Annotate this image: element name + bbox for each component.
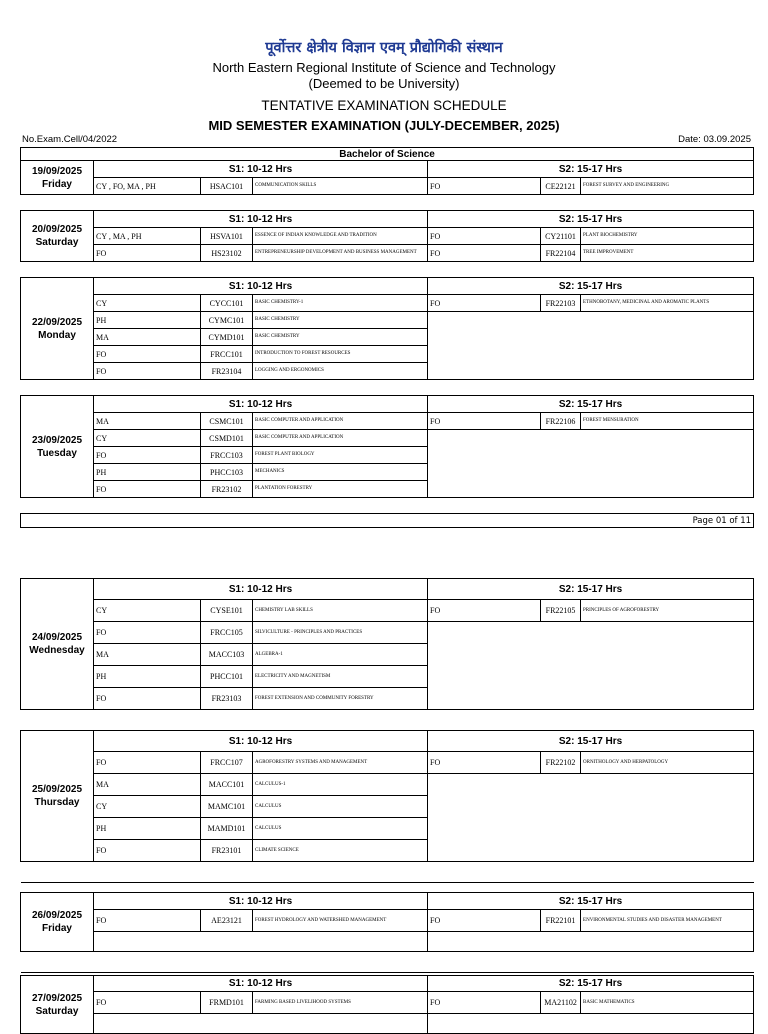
course-code-cell: FRCC103 xyxy=(201,447,253,464)
row-spacer xyxy=(21,195,754,211)
exam-weekday: Wednesday xyxy=(29,645,85,656)
course-code-cell: FR23101 xyxy=(201,840,253,862)
course-code-cell: CE22121 xyxy=(541,178,581,195)
course-code-cell: PHCC103 xyxy=(201,464,253,481)
course-code-cell: FR23104 xyxy=(201,363,253,380)
course-code-cell: FRCC105 xyxy=(201,622,253,644)
course-name-cell: CALCULUS xyxy=(253,818,428,840)
empty-cell xyxy=(428,932,754,952)
stream-cell: CY xyxy=(94,600,201,622)
course-code-cell: CSMC101 xyxy=(201,413,253,430)
course-code-cell: CYMC101 xyxy=(201,312,253,329)
reference-number: No.Exam.Cell/04/2022 xyxy=(22,134,118,145)
course-name-cell: CALCULUS xyxy=(253,796,428,818)
course-code-cell: FR22101 xyxy=(541,910,581,932)
course-name-cell: PRINCIPLES OF AGROFORESTRY xyxy=(581,600,754,622)
course-name-cell: ALGEBRA-1 xyxy=(253,644,428,666)
slot-s1-heading: S1: 10-12 Hrs xyxy=(94,976,428,992)
exam-date-cell xyxy=(21,893,94,952)
exam-weekday: Saturday xyxy=(35,1005,79,1017)
course-code-cell: FR22105 xyxy=(541,600,581,622)
stream-cell: FO xyxy=(428,228,541,245)
course-name-cell: CHEMISTRY LAB SKILLS xyxy=(253,600,428,622)
stream-cell: FO xyxy=(94,622,201,644)
course-code-cell: HSVA101 xyxy=(201,228,253,245)
slot-s1-heading: S1: 10-12 Hrs xyxy=(94,278,428,295)
course-name-cell: CALCULUS-1 xyxy=(253,774,428,796)
slot-s2-heading: S2: 15-17 Hrs xyxy=(428,161,754,178)
stream-cell: PH xyxy=(94,666,201,688)
exam-schedule-table xyxy=(20,892,754,973)
slot-s2-heading: S2: 15-17 Hrs xyxy=(428,579,754,600)
stream-cell: FO xyxy=(428,245,541,262)
course-name-cell: TREE IMPROVEMENT xyxy=(581,245,754,262)
course-code-cell: MA21102 xyxy=(541,992,581,1014)
stream-cell: FO xyxy=(94,752,201,774)
stream-cell: FO xyxy=(94,363,201,380)
stream-cell: PH xyxy=(94,818,201,840)
slot-s2-heading: S2: 15-17 Hrs xyxy=(428,278,754,295)
exam-weekday: Saturday xyxy=(35,237,79,248)
exam-date: 27/09/2025 xyxy=(31,992,83,1004)
stream-cell: FO xyxy=(94,245,201,262)
stream-cell: FO xyxy=(428,910,541,932)
stream-cell: PH xyxy=(94,464,201,481)
course-code-cell: CYMD101 xyxy=(201,329,253,346)
stream-cell: FO xyxy=(94,840,201,862)
stream-cell: CY xyxy=(94,295,201,312)
course-code-cell: MAMC101 xyxy=(201,796,253,818)
institute-hindi-name: पूर्वोत्तर क्षेत्रीय विज्ञान एवम् प्रौद्योगिकी संस्थान xyxy=(265,40,503,56)
row-spacer xyxy=(21,262,754,278)
stream-cell: FO xyxy=(428,178,541,195)
slot-s2-heading: S2: 15-17 Hrs xyxy=(428,211,754,228)
empty-cell xyxy=(428,622,754,710)
document-date: Date: 03.09.2025 xyxy=(678,134,751,145)
stream-cell: MA xyxy=(94,644,201,666)
stream-cell: FO xyxy=(94,910,201,932)
course-name-cell: BASIC COMPUTER AND APPLICATION xyxy=(253,430,428,447)
slot-s1-heading: S1: 10-12 Hrs xyxy=(94,211,428,228)
exam-schedule-table xyxy=(20,147,754,528)
stream-cell: FO xyxy=(428,752,541,774)
empty-cell xyxy=(428,774,754,862)
course-code-cell: FRCC101 xyxy=(201,346,253,363)
course-code-cell: MAMD101 xyxy=(201,818,253,840)
stream-cell: CY , FO, MA , PH xyxy=(94,178,201,195)
course-code-cell: FRCC107 xyxy=(201,752,253,774)
institute-name: North Eastern Regional Institute of Science and Technology xyxy=(212,60,556,75)
course-name-cell: INTRODUCTION TO FOREST RESOURCES xyxy=(253,346,428,363)
stream-cell: FO xyxy=(94,447,201,464)
exam-date: 23/09/2025 xyxy=(31,434,83,446)
course-name-cell: FARMING BASED LIVELIHOOD SYSTEMS xyxy=(253,992,428,1014)
schedule-title: TENTATIVE EXAMINATION SCHEDULE xyxy=(261,98,507,113)
exam-date: 19/09/2025 xyxy=(31,165,83,177)
course-name-cell: ENVIRONMENTAL STUDIES AND DISASTER MANAGEMENT xyxy=(581,910,754,932)
exam-weekday: Thursday xyxy=(34,797,80,808)
exam-schedule-table xyxy=(20,975,754,1034)
course-name-cell: BASIC COMPUTER AND APPLICATION xyxy=(253,413,428,430)
row-spacer xyxy=(21,710,754,731)
course-code-cell: FR23102 xyxy=(201,481,253,498)
exam-date: 26/09/2025 xyxy=(31,910,83,921)
stream-cell: CY xyxy=(94,430,201,447)
course-code-cell: MACC101 xyxy=(201,774,253,796)
stream-cell: MA xyxy=(94,413,201,430)
course-name-cell: FOREST HYDROLOGY AND WATERSHED MANAGEMENT xyxy=(253,910,428,932)
course-name-cell: ELECTRICITY AND MAGNETISM xyxy=(253,666,428,688)
stream-cell: PH xyxy=(94,312,201,329)
course-name-cell: LOGGING AND ERGONOMICS xyxy=(253,363,428,380)
slot-s1-heading: S1: 10-12 Hrs xyxy=(94,396,428,413)
exam-date: 22/09/2025 xyxy=(31,316,83,328)
exam-date-cell xyxy=(21,976,94,1034)
stream-cell: FO xyxy=(94,688,201,710)
exam-date-cell xyxy=(21,278,94,380)
exam-title: MID SEMESTER EXAMINATION (JULY-DECEMBER, 2025) xyxy=(208,118,560,133)
course-name-cell: ESSENCE OF INDIAN KNOWLEDGE AND TRADITION xyxy=(253,228,428,245)
exam-date-cell xyxy=(21,211,94,262)
page-number: Page 01 of 11 xyxy=(21,514,754,528)
course-name-cell: ENTREPRENEURSHIP DEVELOPMENT AND BUSINESS MANAGEMENT xyxy=(253,245,428,262)
exam-date-cell xyxy=(21,396,94,498)
course-name-cell: ETHNOBOTANY, MEDICINAL AND AROMATIC PLANTS xyxy=(581,295,754,312)
course-code-cell: FRMD101 xyxy=(201,992,253,1014)
course-name-cell: SILVICULTURE - PRINCIPLES AND PRACTICES xyxy=(253,622,428,644)
row-spacer xyxy=(21,380,754,396)
row-spacer xyxy=(21,862,754,883)
exam-weekday: Friday xyxy=(41,923,72,934)
exam-date-cell xyxy=(21,161,94,195)
course-code-cell: MACC103 xyxy=(201,644,253,666)
course-name-cell: ORNITHOLOGY AND HERPATOLOGY xyxy=(581,752,754,774)
course-name-cell: FOREST EXTENSION AND COMMUNITY FORESTRY xyxy=(253,688,428,710)
course-name-cell: MECHANICS xyxy=(253,464,428,481)
stream-cell: MA xyxy=(94,329,201,346)
stream-cell: FO xyxy=(94,346,201,363)
stream-cell: FO xyxy=(428,413,541,430)
course-code-cell: FR22106 xyxy=(541,413,581,430)
course-name-cell: CLIMATE SCIENCE xyxy=(253,840,428,862)
course-name-cell: BASIC CHEMISTRY xyxy=(253,312,428,329)
slot-s1-heading: S1: 10-12 Hrs xyxy=(94,579,428,600)
exam-date: 25/09/2025 xyxy=(31,784,83,795)
course-name-cell: BASIC CHEMISTRY-1 xyxy=(253,295,428,312)
course-name-cell: BASIC MATHEMATICS xyxy=(581,992,754,1014)
course-code-cell: PHCC101 xyxy=(201,666,253,688)
slot-s2-heading: S2: 15-17 Hrs xyxy=(428,976,754,992)
course-code-cell: FR22103 xyxy=(541,295,581,312)
course-name-cell: AGROFORESTRY SYSTEMS AND MANAGEMENT xyxy=(253,752,428,774)
slot-s1-heading: S1: 10-12 Hrs xyxy=(94,161,428,178)
stream-cell: FO xyxy=(428,295,541,312)
course-code-cell: CYCC101 xyxy=(201,295,253,312)
stream-cell: FO xyxy=(428,600,541,622)
program-heading: Bachelor of Science xyxy=(21,148,754,161)
institute-status: (Deemed to be University) xyxy=(308,76,460,91)
row-spacer xyxy=(21,952,754,973)
empty-cell xyxy=(428,312,754,380)
stream-cell: FO xyxy=(94,481,201,498)
course-code-cell: CY21101 xyxy=(541,228,581,245)
row-spacer xyxy=(21,498,754,514)
stream-cell: CY , MA , PH xyxy=(94,228,201,245)
empty-cell xyxy=(428,430,754,498)
course-code-cell: FR23103 xyxy=(201,688,253,710)
exam-date: 24/09/2025 xyxy=(31,632,83,643)
empty-cell xyxy=(94,932,428,952)
course-name-cell: PLANTATION FORESTRY xyxy=(253,481,428,498)
slot-s2-heading: S2: 15-17 Hrs xyxy=(428,731,754,752)
course-name-cell: PLANT BIOCHEMISTRY xyxy=(581,228,754,245)
slot-s1-heading: S1: 10-12 Hrs xyxy=(94,893,428,910)
slot-s2-heading: S2: 15-17 Hrs xyxy=(428,396,754,413)
slot-s1-heading: S1: 10-12 Hrs xyxy=(94,731,428,752)
course-code-cell: HSAC101 xyxy=(201,178,253,195)
course-name-cell: BASIC CHEMISTRY xyxy=(253,329,428,346)
course-code-cell: CYSE101 xyxy=(201,600,253,622)
course-code-cell: HS23102 xyxy=(201,245,253,262)
exam-schedule-table xyxy=(20,578,754,883)
stream-cell: FO xyxy=(428,992,541,1014)
stream-cell: MA xyxy=(94,774,201,796)
stream-cell: CY xyxy=(94,796,201,818)
course-name-cell: FOREST MENSURATION xyxy=(581,413,754,430)
course-code-cell: AE23121 xyxy=(201,910,253,932)
course-name-cell: FOREST SURVEY AND ENGINEERING xyxy=(581,178,754,195)
exam-weekday: Tuesday xyxy=(37,447,77,459)
course-code-cell: CSMD101 xyxy=(201,430,253,447)
exam-date-cell xyxy=(21,731,94,862)
exam-date: 20/09/2025 xyxy=(31,224,83,235)
course-code-cell: FR22102 xyxy=(541,752,581,774)
exam-weekday: Monday xyxy=(38,329,76,341)
course-name-cell: COMMUNICATION SKILLS xyxy=(253,178,428,195)
exam-weekday: Friday xyxy=(41,178,72,190)
slot-s2-heading: S2: 15-17 Hrs xyxy=(428,893,754,910)
course-name-cell: FOREST PLANT BIOLOGY xyxy=(253,447,428,464)
course-code-cell: FR22104 xyxy=(541,245,581,262)
stream-cell: FO xyxy=(94,992,201,1014)
exam-date-cell xyxy=(21,579,94,710)
